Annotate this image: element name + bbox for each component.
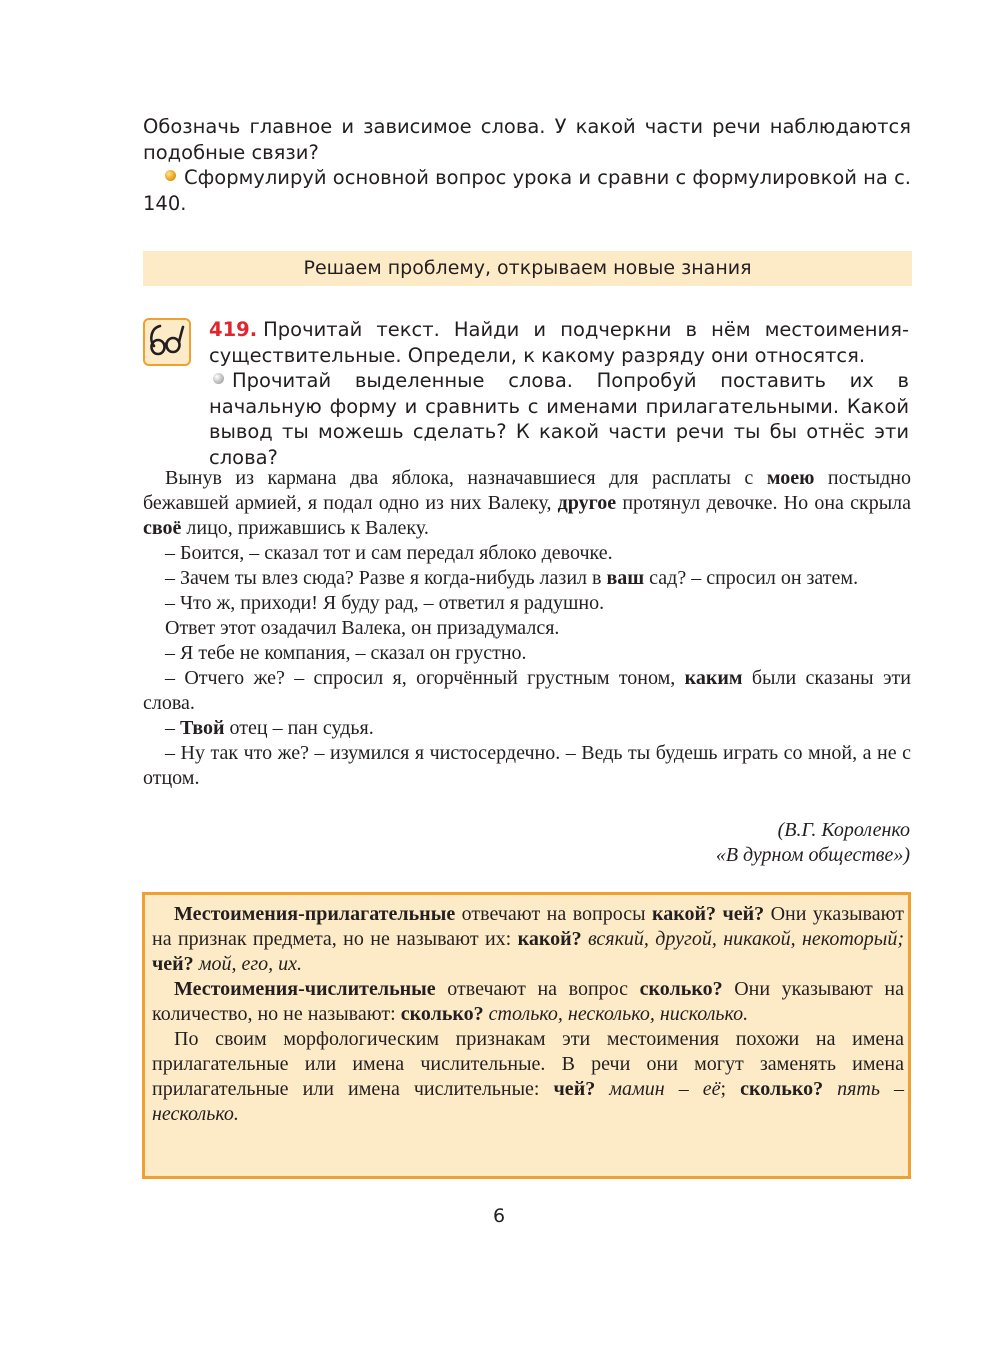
intro-line-2: Сформулируй основной вопрос урока и сравни с формулировкой на с. 140. <box>143 166 911 215</box>
highlighted-word: Твой <box>180 717 225 739</box>
attribution-author: (В.Г. Короленко <box>777 819 910 841</box>
rule-box <box>142 892 911 1179</box>
story-paragraph: Вынув из кармана два яблока, назначавшиеся для расплаты с моею постыдно бежавшей армией, я подал одно из них Валеку, другое протянул девочке. Но она скрыла своё лицо, прижавшись к Валеку. <box>143 467 912 539</box>
section-banner-title: Решаем проблему, открываем новые знания <box>303 257 752 279</box>
rule-paragraph-2: Местоимения-числительные отвечают на вопрос сколько? Они указывают на количество, но не называют: сколько? столько, несколько, нисколько. <box>152 978 904 1025</box>
story-paragraph: – Что ж, приходи! Я буду рад, – ответил я радушно. <box>165 592 605 614</box>
task-text-1: 419. Прочитай текст. Найди и подчеркни в нём местоимения-существительные. Определи, к какому разряду они относятся. <box>209 318 909 367</box>
highlighted-word: моею <box>766 467 815 489</box>
story-paragraph: – Ну так что же? – изумился я чистосердечно. – Ведь ты будешь играть со мной, а не с отцом. <box>143 742 911 789</box>
task-number: 419. <box>209 318 258 341</box>
story-text <box>143 466 911 791</box>
highlighted-word: ваш <box>606 567 645 589</box>
attribution-source: «В дурном обществе») <box>715 844 910 866</box>
rule-paragraph-3: По своим морфологическим признакам эти местоимения похожи на имена прилагательные или имена числительные. В речи они могут заменять имена прилагательные или имена числительные: чей? мамин – её; сколько? пять – несколько. <box>152 1028 905 1125</box>
attribution <box>560 818 910 868</box>
highlighted-word: каким <box>684 667 743 689</box>
section-banner <box>143 251 912 286</box>
page-number: 6 <box>492 1205 506 1227</box>
story-paragraph: – Отчего же? – спросил я, огорчённый грустным тоном, каким были сказаны эти слова. <box>143 667 911 714</box>
intro-text <box>143 114 911 216</box>
story-paragraph: Ответ этот озадачил Валека, он призадумался. <box>165 617 560 639</box>
orange-bullet-icon <box>165 170 176 181</box>
story-paragraph: – Боится, – сказал тот и сам передал яблоко девочке. <box>165 542 613 564</box>
gray-bullet-icon <box>213 373 224 384</box>
highlighted-word: своё <box>143 517 182 539</box>
rule-paragraph-1: Местоимения-прилагательные отвечают на вопросы какой? чей? Они указывают на признак предмета, но не называют их: какой? всякий, другой, никакой, некоторый; чей? мой, его, их. <box>152 903 905 975</box>
story-paragraph: – Я тебе не компания, – сказал он грустно. <box>165 642 527 664</box>
task-text-2: Прочитай выделенные слова. Попробуй поставить их в начальную форму и сравнить с именами прилагательными. Какой вывод ты можешь сделать? К какой части речи ты бы отнёс эти слова? <box>209 369 909 469</box>
highlighted-word: другое <box>557 492 617 514</box>
rule-text <box>152 902 904 1127</box>
reading-glasses-icon <box>143 318 191 366</box>
story-paragraph: – Твой отец – пан судья. <box>165 717 374 739</box>
intro-line-1: Обозначь главное и зависимое слова. У какой части речи наблюдаются подобные связи? <box>143 115 911 164</box>
story-paragraph: – Зачем ты влез сюда? Разве я когда-нибудь лазил в ваш сад? – спросил он затем. <box>165 567 859 589</box>
task-419 <box>209 317 909 470</box>
